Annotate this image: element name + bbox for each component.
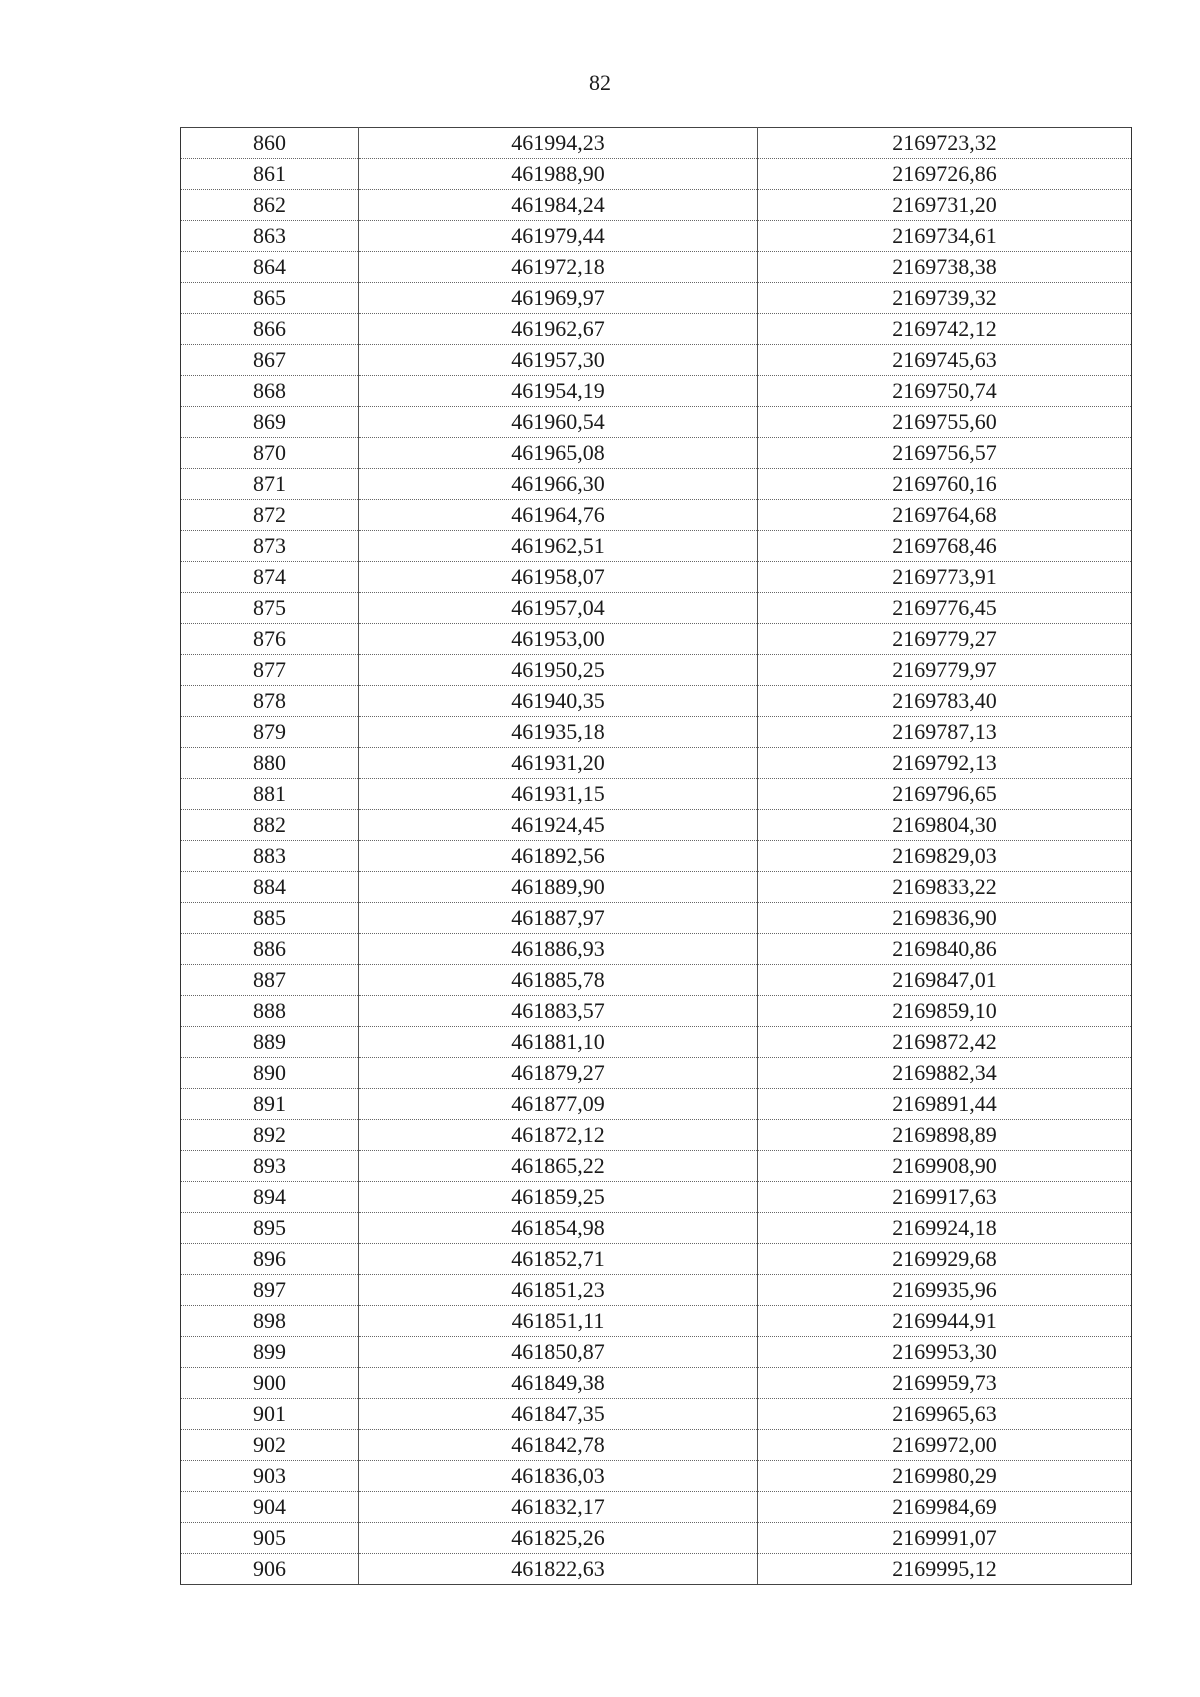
x-coordinate-cell: 461872,12 — [359, 1120, 758, 1151]
x-coordinate-cell: 461851,11 — [359, 1306, 758, 1337]
point-number-cell: 874 — [181, 562, 359, 593]
y-coordinate-cell: 2169742,12 — [758, 314, 1132, 345]
table-row — [181, 996, 1132, 1027]
x-coordinate-cell: 461847,35 — [359, 1399, 758, 1430]
coordinates-table-body — [181, 128, 1132, 1585]
x-coordinate-cell: 461832,17 — [359, 1492, 758, 1523]
y-coordinate-cell: 2169792,13 — [758, 748, 1132, 779]
x-coordinate-cell: 461852,71 — [359, 1244, 758, 1275]
x-coordinate-cell: 461851,23 — [359, 1275, 758, 1306]
y-coordinate-cell: 2169836,90 — [758, 903, 1132, 934]
table-row — [181, 965, 1132, 996]
table-row — [181, 1492, 1132, 1523]
table-row — [181, 748, 1132, 779]
table-row — [181, 1058, 1132, 1089]
y-coordinate-cell: 2169779,27 — [758, 624, 1132, 655]
coordinates-table — [180, 127, 1132, 1585]
table-row — [181, 128, 1132, 159]
point-number-cell: 880 — [181, 748, 359, 779]
y-coordinate-cell: 2169738,38 — [758, 252, 1132, 283]
y-coordinate-cell: 2169723,32 — [758, 128, 1132, 159]
point-number-cell: 865 — [181, 283, 359, 314]
table-row — [181, 221, 1132, 252]
x-coordinate-cell: 461962,67 — [359, 314, 758, 345]
y-coordinate-cell: 2169779,97 — [758, 655, 1132, 686]
point-number-cell: 899 — [181, 1337, 359, 1368]
x-coordinate-cell: 461885,78 — [359, 965, 758, 996]
y-coordinate-cell: 2169917,63 — [758, 1182, 1132, 1213]
point-number-cell: 906 — [181, 1554, 359, 1585]
y-coordinate-cell: 2169929,68 — [758, 1244, 1132, 1275]
x-coordinate-cell: 461969,97 — [359, 283, 758, 314]
point-number-cell: 870 — [181, 438, 359, 469]
table-row — [181, 345, 1132, 376]
x-coordinate-cell: 461859,25 — [359, 1182, 758, 1213]
y-coordinate-cell: 2169764,68 — [758, 500, 1132, 531]
table-row — [181, 562, 1132, 593]
x-coordinate-cell: 461953,00 — [359, 624, 758, 655]
point-number-cell: 898 — [181, 1306, 359, 1337]
point-number-cell: 895 — [181, 1213, 359, 1244]
point-number-cell: 904 — [181, 1492, 359, 1523]
y-coordinate-cell: 2169768,46 — [758, 531, 1132, 562]
table-row — [181, 531, 1132, 562]
table-row — [181, 872, 1132, 903]
x-coordinate-cell: 461979,44 — [359, 221, 758, 252]
x-coordinate-cell: 461962,51 — [359, 531, 758, 562]
x-coordinate-cell: 461886,93 — [359, 934, 758, 965]
table-row — [181, 1461, 1132, 1492]
point-number-cell: 905 — [181, 1523, 359, 1554]
y-coordinate-cell: 2169796,65 — [758, 779, 1132, 810]
x-coordinate-cell: 461972,18 — [359, 252, 758, 283]
point-number-cell: 877 — [181, 655, 359, 686]
x-coordinate-cell: 461950,25 — [359, 655, 758, 686]
table-row — [181, 1337, 1132, 1368]
x-coordinate-cell: 461836,03 — [359, 1461, 758, 1492]
point-number-cell: 903 — [181, 1461, 359, 1492]
point-number-cell: 890 — [181, 1058, 359, 1089]
x-coordinate-cell: 461822,63 — [359, 1554, 758, 1585]
point-number-cell: 894 — [181, 1182, 359, 1213]
y-coordinate-cell: 2169965,63 — [758, 1399, 1132, 1430]
y-coordinate-cell: 2169959,73 — [758, 1368, 1132, 1399]
x-coordinate-cell: 461877,09 — [359, 1089, 758, 1120]
table-row — [181, 314, 1132, 345]
y-coordinate-cell: 2169924,18 — [758, 1213, 1132, 1244]
y-coordinate-cell: 2169787,13 — [758, 717, 1132, 748]
table-row — [181, 407, 1132, 438]
point-number-cell: 860 — [181, 128, 359, 159]
point-number-cell: 866 — [181, 314, 359, 345]
x-coordinate-cell: 461924,45 — [359, 810, 758, 841]
x-coordinate-cell: 461931,15 — [359, 779, 758, 810]
y-coordinate-cell: 2169882,34 — [758, 1058, 1132, 1089]
table-row — [181, 624, 1132, 655]
table-row — [181, 283, 1132, 314]
y-coordinate-cell: 2169859,10 — [758, 996, 1132, 1027]
y-coordinate-cell: 2169980,29 — [758, 1461, 1132, 1492]
y-coordinate-cell: 2169829,03 — [758, 841, 1132, 872]
table-row — [181, 1306, 1132, 1337]
point-number-cell: 900 — [181, 1368, 359, 1399]
table-row — [181, 686, 1132, 717]
x-coordinate-cell: 461940,35 — [359, 686, 758, 717]
point-number-cell: 889 — [181, 1027, 359, 1058]
point-number-cell: 881 — [181, 779, 359, 810]
y-coordinate-cell: 2169953,30 — [758, 1337, 1132, 1368]
x-coordinate-cell: 461850,87 — [359, 1337, 758, 1368]
table-row — [181, 469, 1132, 500]
y-coordinate-cell: 2169731,20 — [758, 190, 1132, 221]
y-coordinate-cell: 2169891,44 — [758, 1089, 1132, 1120]
point-number-cell: 891 — [181, 1089, 359, 1120]
point-number-cell: 883 — [181, 841, 359, 872]
page-number: 82 — [589, 70, 611, 95]
point-number-cell: 879 — [181, 717, 359, 748]
table-row — [181, 1430, 1132, 1461]
x-coordinate-cell: 461958,07 — [359, 562, 758, 593]
table-row — [181, 717, 1132, 748]
y-coordinate-cell: 2169776,45 — [758, 593, 1132, 624]
x-coordinate-cell: 461825,26 — [359, 1523, 758, 1554]
y-coordinate-cell: 2169726,86 — [758, 159, 1132, 190]
point-number-cell: 893 — [181, 1151, 359, 1182]
table-row — [181, 1120, 1132, 1151]
point-number-cell: 873 — [181, 531, 359, 562]
table-row — [181, 159, 1132, 190]
x-coordinate-cell: 461842,78 — [359, 1430, 758, 1461]
y-coordinate-cell: 2169750,74 — [758, 376, 1132, 407]
y-coordinate-cell: 2169935,96 — [758, 1275, 1132, 1306]
x-coordinate-cell: 461954,19 — [359, 376, 758, 407]
table-row — [181, 1368, 1132, 1399]
point-number-cell: 878 — [181, 686, 359, 717]
y-coordinate-cell: 2169840,86 — [758, 934, 1132, 965]
point-number-cell: 861 — [181, 159, 359, 190]
x-coordinate-cell: 461965,08 — [359, 438, 758, 469]
table-row — [181, 593, 1132, 624]
x-coordinate-cell: 461931,20 — [359, 748, 758, 779]
point-number-cell: 884 — [181, 872, 359, 903]
point-number-cell: 896 — [181, 1244, 359, 1275]
table-row — [181, 438, 1132, 469]
table-row — [181, 1244, 1132, 1275]
point-number-cell: 863 — [181, 221, 359, 252]
y-coordinate-cell: 2169804,30 — [758, 810, 1132, 841]
x-coordinate-cell: 461879,27 — [359, 1058, 758, 1089]
point-number-cell: 871 — [181, 469, 359, 500]
table-row — [181, 934, 1132, 965]
y-coordinate-cell: 2169984,69 — [758, 1492, 1132, 1523]
x-coordinate-cell: 461984,24 — [359, 190, 758, 221]
y-coordinate-cell: 2169739,32 — [758, 283, 1132, 314]
table-row — [181, 903, 1132, 934]
point-number-cell: 902 — [181, 1430, 359, 1461]
table-row — [181, 1213, 1132, 1244]
y-coordinate-cell: 2169745,63 — [758, 345, 1132, 376]
x-coordinate-cell: 461957,30 — [359, 345, 758, 376]
x-coordinate-cell: 461960,54 — [359, 407, 758, 438]
x-coordinate-cell: 461935,18 — [359, 717, 758, 748]
x-coordinate-cell: 461865,22 — [359, 1151, 758, 1182]
table-row — [181, 500, 1132, 531]
point-number-cell: 887 — [181, 965, 359, 996]
point-number-cell: 862 — [181, 190, 359, 221]
point-number-cell: 892 — [181, 1120, 359, 1151]
point-number-cell: 872 — [181, 500, 359, 531]
x-coordinate-cell: 461881,10 — [359, 1027, 758, 1058]
point-number-cell: 876 — [181, 624, 359, 655]
y-coordinate-cell: 2169908,90 — [758, 1151, 1132, 1182]
table-row — [181, 1275, 1132, 1306]
table-row — [181, 1554, 1132, 1585]
x-coordinate-cell: 461849,38 — [359, 1368, 758, 1399]
y-coordinate-cell: 2169734,61 — [758, 221, 1132, 252]
table-row — [181, 779, 1132, 810]
point-number-cell: 897 — [181, 1275, 359, 1306]
x-coordinate-cell: 461854,98 — [359, 1213, 758, 1244]
y-coordinate-cell: 2169755,60 — [758, 407, 1132, 438]
point-number-cell: 875 — [181, 593, 359, 624]
x-coordinate-cell: 461994,23 — [359, 128, 758, 159]
table-row — [181, 1182, 1132, 1213]
table-row — [181, 190, 1132, 221]
table-row — [181, 1089, 1132, 1120]
y-coordinate-cell: 2169760,16 — [758, 469, 1132, 500]
y-coordinate-cell: 2169773,91 — [758, 562, 1132, 593]
point-number-cell: 867 — [181, 345, 359, 376]
table-row — [181, 1523, 1132, 1554]
table-row — [181, 376, 1132, 407]
point-number-cell: 868 — [181, 376, 359, 407]
y-coordinate-cell: 2169995,12 — [758, 1554, 1132, 1585]
x-coordinate-cell: 461964,76 — [359, 500, 758, 531]
x-coordinate-cell: 461887,97 — [359, 903, 758, 934]
table-row — [181, 810, 1132, 841]
point-number-cell: 885 — [181, 903, 359, 934]
x-coordinate-cell: 461892,56 — [359, 841, 758, 872]
y-coordinate-cell: 2169972,00 — [758, 1430, 1132, 1461]
point-number-cell: 886 — [181, 934, 359, 965]
table-row — [181, 1399, 1132, 1430]
y-coordinate-cell: 2169783,40 — [758, 686, 1132, 717]
point-number-cell: 888 — [181, 996, 359, 1027]
y-coordinate-cell: 2169991,07 — [758, 1523, 1132, 1554]
table-row — [181, 655, 1132, 686]
y-coordinate-cell: 2169898,89 — [758, 1120, 1132, 1151]
table-row — [181, 1027, 1132, 1058]
y-coordinate-cell: 2169756,57 — [758, 438, 1132, 469]
x-coordinate-cell: 461966,30 — [359, 469, 758, 500]
y-coordinate-cell: 2169833,22 — [758, 872, 1132, 903]
y-coordinate-cell: 2169872,42 — [758, 1027, 1132, 1058]
x-coordinate-cell: 461988,90 — [359, 159, 758, 190]
point-number-cell: 901 — [181, 1399, 359, 1430]
table-row — [181, 841, 1132, 872]
x-coordinate-cell: 461889,90 — [359, 872, 758, 903]
table-row — [181, 1151, 1132, 1182]
x-coordinate-cell: 461957,04 — [359, 593, 758, 624]
table-row — [181, 252, 1132, 283]
point-number-cell: 882 — [181, 810, 359, 841]
point-number-cell: 864 — [181, 252, 359, 283]
x-coordinate-cell: 461883,57 — [359, 996, 758, 1027]
y-coordinate-cell: 2169944,91 — [758, 1306, 1132, 1337]
point-number-cell: 869 — [181, 407, 359, 438]
y-coordinate-cell: 2169847,01 — [758, 965, 1132, 996]
